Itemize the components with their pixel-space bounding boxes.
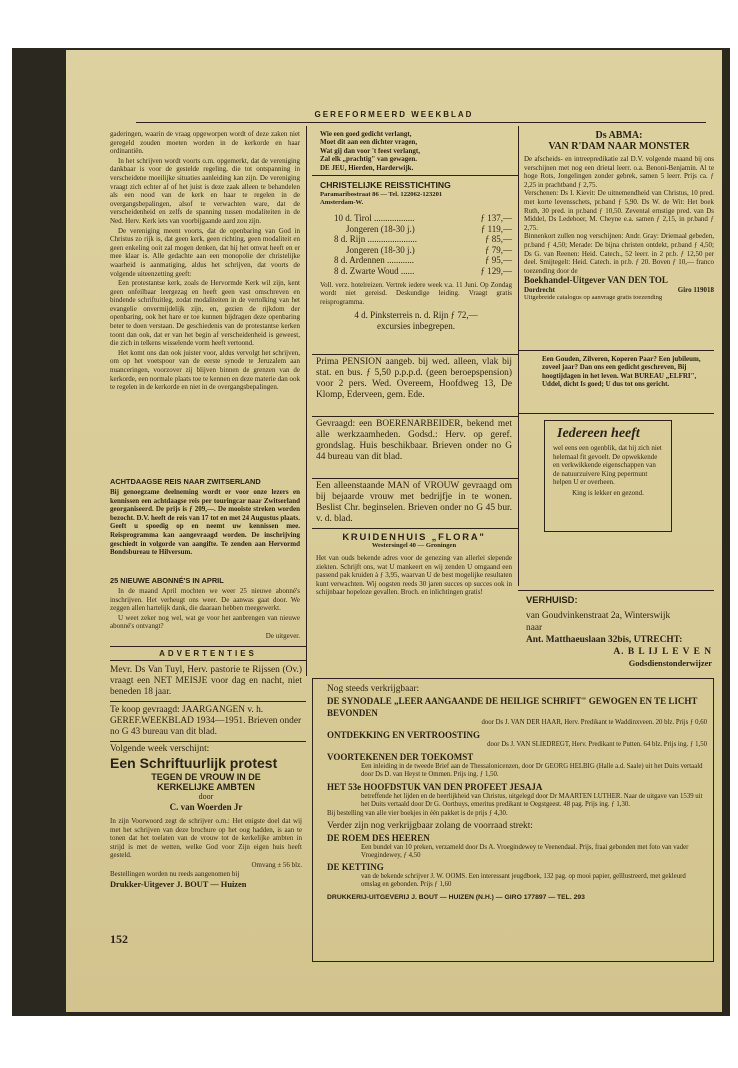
abma-note: Uitgebreide catalogus op aanvrage gratis toezending	[524, 294, 663, 302]
abma-subtitle: VAN R'DAM NAAR MONSTER	[548, 141, 690, 152]
trip-price: ƒ 85,—	[485, 234, 512, 245]
article-modaliteiten	[110, 130, 300, 393]
verhuisd-line1: van Goudvinkenstraat 2a, Winterswijk	[526, 611, 671, 621]
article-paragraph: Het komt ons dan ook juister voor, aldus vervolgt het schrijven, om op het voetspoor van de eerste synode te Jeruzalem aan nuanceringen, voorzover zij blijven binnen de grenzen van de kerkorde, een normale plaats toe te kennen en deze materie dan ook te regelen in de kerkorde en niet in de overgangsbepalingen.	[110, 348, 300, 392]
trip-price: ƒ 137,—	[480, 213, 512, 223]
verhuisd-line3: Ant. Matthaeuslaan 32bis, UTRECHT:	[526, 635, 683, 645]
bout-book-desc: betreffende het lijden en de heerlijkheid van Christus, uitgelegd door Dr MAARTEN LUTHER. Naar de uitgave van 1539 uit het Duits vertaald door Dr G. Oorthuys, emeritus predikant te Oegstgeest. 48 pag. Prijs ing. ƒ 1,30.	[361, 793, 703, 808]
advertenties-rule-top	[110, 646, 306, 647]
flora-text: Het van ouds bekende adres voor de genezing van allerlei slepende ziekten. Schrijft ons, wat U mankeert en wij zenden U omgaand een passend pak kruiden à ƒ 3,95, waarvan U de best mogelijke resultaten kunt verwachten. Wij oogsten reeds 30 jaren succes op succes ook in schijnbaar hopeloze gevallen. Broch. en inlichtingen gratis!	[316, 554, 512, 597]
verhuisd-name: A. B L IJ L E V E N	[613, 647, 712, 657]
ad-reisstichting	[320, 180, 512, 332]
ad-tuyl: Mevr. Ds Van Tuyl, Herv. pastorie te Rijssen (Ov.) vraagt een NET MEISJE voor dag en nacht, niet beneden 18 jaar.	[110, 665, 302, 697]
abonnes-paragraph: U weet zeker nog wel, wat ge voor het aanbrengen van nieuwe abonné's ontvangt?	[110, 613, 300, 631]
trip-label: Jongeren (18-30 j.)	[346, 244, 415, 255]
poem-line: Wie een goed gedicht verlangt,	[320, 130, 412, 138]
article-paragraph: gaderingen, waarin de vraag opgeworpen wordt of deze zaken niet geregeld zouden moeten worden in de kerkorde en haar ordinantiën.	[110, 130, 300, 156]
trip-label: 10 d. Tirol ..................	[334, 213, 415, 223]
trip-label: 8 d. Zwarte Woud ......	[334, 265, 415, 276]
bout-book-desc: Een inleiding in de tweede Brief aan de Thessalonicenzen, door Dr GEORG HELBIG (Halle a.d. Saale) uit het Duits vertaald door Ds D. van Heyst te Ommen. Prijs ing. ƒ 1,50.	[361, 763, 703, 778]
rule	[312, 416, 518, 417]
ad-protest-sub2: KERKELIJKE AMBTEN	[157, 782, 255, 792]
rule	[518, 350, 714, 351]
zwitserland-text: Bij genoegzame deelneming wordt er voor onze lezers en kennissen een achtdaagse reis per touringcar naar Zwitserland georganiseerd. De prijs is ƒ 209,—. De mooiste streken worden bezocht. D.V. heeft de reis van 17 tot en met 24 Augustus plaats. Geeft u spoedig op en neemt uw kennissen mee. Reisprogramma kan aangevraagd worden. De inschrijving geschiedt in volgorde van aangifte. Te zenden aan Hervormd Bondsbureau te Hilversum.	[110, 488, 300, 557]
abonnes-paragraph: In de maand April mochten we weer 25 nieuwe abonné's inschrijven. Het verheugt ons weer. De aanwas gaat door. We zeggen allen hartelijk dank, die daaraan hebben meegewerkt.	[110, 587, 300, 613]
ad-pension: Prima PENSION aangeb. bij wed. alleen, vlak bij stat. en bus. ƒ 5,50 p.p.p.d. (geen beroepspension) voor 2 pers. Wed. Overeem, Hoofdweg 13, De Klomp, Ederveen, gem. Ede.	[316, 357, 512, 400]
bout-book-desc: door Ds J. VAN SLIEDREGT, Herv. Predikant te Putten. 64 blz. Prijs ing. ƒ 1,50	[487, 741, 707, 748]
abma-city: Dordrecht	[524, 286, 555, 295]
ad-protest-publisher: Drukker-Uitgever J. BOUT — Huizen	[110, 879, 247, 889]
abonnes-text	[110, 587, 300, 641]
column-rule-2	[518, 126, 519, 586]
ad-abma	[524, 130, 714, 302]
ad-man-vrouw: Een alleenstaande MAN of VROUW gevraagd om bij bejaarde vrouw met bedrijfje in te wonen. Beslist Chr. beginselen. Brieven onder no G 45 bur. v. d. blad.	[316, 481, 512, 524]
abma-p1: De afscheids- en intreepredikatie zal D.V. volgende maand bij ons verschijnen met nog een drietal leerr. o.a. Benoni-Benjamin. Al te hoge Rots, Jongelingen zonder gebrek, samen 5 leerr. Prijs ca. ƒ 2,25 in prachtband ƒ 2,75.	[524, 155, 714, 189]
abma-publisher: Boekhandel-Uitgever VAN DEN TOL	[524, 275, 668, 286]
verhuisd-role: Godsdienstonderwijzer	[628, 659, 712, 668]
reisstichting-title: CHRISTELIJKE REISSTICHTING	[320, 180, 451, 190]
rule	[312, 478, 518, 479]
ad-elfri: Een Gouden, Zilveren, Koperen Paar? Een jubileum, zoveel jaar? Dan ons een gedicht geschreven, Bij hoogtijdagen in het leven. Wat BUREAU „ELFRI", Uddel, dicht Is goed; U dus tot ons gericht.	[542, 355, 701, 389]
bout-book-title: VOORTEKENEN DER TOEKOMST	[327, 752, 474, 762]
king-text: wel eens een ogenblik, dat hij zich niet helemaal fit gevoelt. De opwekkende en verkwikkende eigenschappen van de natuurzuivere King pepermunt helpen U er overheen.	[553, 444, 662, 487]
trip-price: ƒ 119,—	[480, 223, 512, 234]
poem-line: Moet dit aan een dichter vragen,	[320, 138, 418, 147]
trip-row	[334, 245, 512, 256]
trip-price: ƒ 129,—	[480, 265, 512, 276]
verhuisd-heading: VERHUISD:	[526, 594, 578, 605]
bout-note: Bij bestelling van alle vier boekjes in één pakket is de prijs ƒ 4,30.	[327, 810, 508, 817]
abma-title: Ds ABMA:	[595, 130, 643, 141]
abma-p2: Verschenen: Ds I. Kievit: De uitnemendheid van Christus, 10 pred. met korte levensschets, pr.band ƒ 5,90. Ds W. de Wit: Het boek Ruth, 30 pred. in pr.band ƒ 10,50. Zevental ernstige pred. van Ds Middel, Ds Ledeboer, M. Cheyne e.a. samen ƒ 2,15, in pr.band ƒ 2,75.	[524, 189, 714, 232]
bout-content	[327, 683, 707, 903]
bout-book-title: ONTDEKKING EN VERTROOSTING	[327, 730, 481, 740]
header-rule	[136, 122, 706, 123]
bout-book-title: DE ROEM DES HEEREN	[327, 833, 430, 843]
ad-boerenarbeider: Gevraagd: een BOERENARBEIDER, bekend met alle werkzaamheden. Godsd.: Herv. op geref. grondslag. Huis beschikbaar. Brieven onder no G 44 bureau van dit blad.	[316, 419, 512, 462]
bout-footer: DRUKKERIJ-UITGEVERIJ J. BOUT — HUIZEN (N.H.) — GIRO 177897 — TEL. 293	[327, 894, 585, 901]
bout-intro: Nog steeds verkrijgbaar:	[327, 684, 420, 694]
trip-price: ƒ 95,—	[485, 255, 512, 266]
flora-title: KRUIDENHUIS „FLORA"	[342, 531, 486, 542]
trip-row	[334, 255, 512, 266]
reisstichting-address: Paramaribostraat 86 — Tel. 122062-123201	[320, 191, 443, 198]
abma-p3: Binnenkort zullen nog verschijnen: Andr. Gray: Driemaal gebeden, pr.band ƒ 4,50; Merade: De bijna christen ontdekt, pr.band ƒ 4,50; Ds G. van Reenen: Heid. Catech., 52 leerr. in 2 pr.b. ƒ 12,50 per deel. Smijtegelt: Heid. Catech. in pr.b. ƒ 20. Boven ƒ 10,— franco toezending door de	[524, 232, 714, 275]
reisstichting-extra2: excursies inbegrepen.	[377, 321, 455, 332]
ad-protest-author: C. van Woerden Jr	[169, 802, 243, 812]
ad-jaargangen	[110, 705, 302, 738]
poem-line: DE JEU, Hierden, Harderwijk.	[320, 163, 414, 172]
newspaper-page	[66, 50, 722, 1012]
rule	[518, 413, 714, 414]
ad-protest-title: Een Schriftuurlijk protest	[110, 755, 278, 771]
reisstichting-extra: 4 d. Pinksterreis n. d. Rijn ƒ 72,—	[354, 310, 478, 321]
bout-book-desc: Een bundel van 10 preken, verzameld door Ds A. Vroegindewey te Veenendaal. Prijs, fraai gebonden met foto van vader Vroegindewey, ƒ 4,50	[361, 844, 689, 859]
advertenties-rule-bottom	[110, 660, 306, 661]
trip-label: Jongeren (18-30 j.)	[346, 223, 415, 234]
page-number: 152	[110, 932, 128, 946]
trip-row	[334, 213, 512, 224]
ad-protest	[110, 744, 302, 890]
bout-book-title: DE SYNODALE „LEER AANGAANDE DE HEILIGE SCHRIFT" GEWOGEN EN TE LICHT BEVONDEN	[327, 696, 698, 718]
flora-address: Westersingel 40 — Groningen	[371, 542, 457, 549]
column-rule-1	[306, 126, 307, 676]
article-paragraph: Een protestantse kerk, zoals de Hervormde Kerk wil zijn, kent geen onfeilbaar leergezag en heeft geen vast omschreven en bindende schriftuitleg, zodat modaliteiten in de vertolking van het evangelie onvermijdelijk zijn, en, gezien de rijkdom der openbaring, ook het hare er toe kunnen bijdragen deze openbaring beter te doen verstaan. De geschiedenis van de protestantse kerken toont dan ook, dat er van het begin af verscheidenheid is geweest, die zich in telkens wisselende vorm heeft vertoond.	[110, 279, 300, 348]
advertenties-label: ADVERTENTIES	[159, 649, 257, 658]
bout-intro2: Verder zijn nog verkrijgbaar zolang de voorraad strekt:	[327, 821, 533, 831]
ad-protest-door: door	[198, 792, 214, 801]
bout-book-title: HET 53e HOOFDSTUK VAN DEN PROFEET JESAJA	[327, 782, 543, 792]
bout-book-desc: door Ds J. VAN DER HAAR, Herv. Predikant te Waddinxveen. 20 blz. Prijs ƒ 0,60	[481, 719, 707, 726]
ad-protest-orders: Bestellingen worden nu reeds aangenomen bij	[110, 869, 240, 878]
ad-jaargangen-line1: Te koop gevraagd: JAARGANGEN v. h.	[110, 705, 264, 715]
trip-row	[334, 224, 512, 235]
rule	[312, 354, 518, 355]
ad-bout-box	[312, 678, 714, 962]
rule	[110, 701, 306, 702]
page-header: GEREFORMEERD WEEKBLAD	[314, 110, 474, 119]
ad-king-box	[544, 420, 672, 532]
abma-giro: Giro 119018	[677, 286, 714, 295]
poem-line: Wat gij dan voor 't feest verlangt,	[320, 146, 420, 155]
trip-label: 8 d. Ardennen ............	[334, 255, 414, 266]
king-slogan: Iedereen heeft	[557, 426, 640, 441]
poem-line: Zal elk „prachtig" van gewagen.	[320, 155, 418, 164]
ad-protest-intro: Volgende week verschijnt:	[110, 744, 210, 754]
abma-city-row	[524, 286, 714, 294]
king-tagline: King is lekker en gezond.	[572, 488, 644, 497]
ad-protest-sub1: TEGEN DE VROUW IN DE	[151, 772, 261, 782]
reisstichting-city: Amsterdam-W.	[320, 199, 364, 206]
rule	[312, 528, 518, 529]
reisstichting-note: Voll. verz. hotelreizen. Vertrek iedere week v.a. 11 Juni. Op Zondag wordt niet gereisd. Deskundige leiding. Vraagt gratis reisprogramma.	[320, 280, 512, 306]
verhuisd-line2: naar	[526, 623, 543, 633]
reisstichting-trips	[320, 213, 512, 277]
trip-price: ƒ 79,—	[485, 244, 512, 255]
article-paragraph: De vereniging meent voorts, dat de openbaring van God in Christus zo rijk is, dat geen kerk, geen richting, geen modaliteit en geen enkeling ooit zal mogen denken, dat hij het omvat heeft en er mee klaar is. Alle gedachte aan een monopolie der christelijke waarheid is aanmatiging, aldus het schrijven, dat voorts de volgende uiteenzetting geeft:	[110, 226, 300, 278]
trip-label: 8 d. Rijn ......................	[334, 234, 418, 245]
zwitserland-heading: ACHTDAAGSE REIS NAAR ZWITSERLAND	[110, 477, 261, 486]
rule	[110, 741, 306, 742]
trip-row	[334, 266, 512, 277]
rule	[312, 175, 518, 176]
abonnes-heading: 25 NIEUWE ABONNÉ'S IN APRIL	[110, 576, 224, 585]
bout-book-title: DE KETTING	[327, 862, 384, 872]
ad-protest-desc: In zijn Voorwoord zegt de schrijver o.m.: Het enigste doel dat wij met het schrijven van deze brochure op het oog hadden, is aan te tonen dat het toelaten van de vrouw tot de kerkelijke ambten in strijd is met de wetten, welke God voor Zijn eigen huis heeft gesteld.	[110, 817, 302, 860]
bout-book-desc: van de bekende schrijver J. W. OOMS. Een interessant jeugdboek, 132 pag. op mooi papier, geïllustreerd, met gekleurd omslag en gebonden. Prijs ƒ 1,60	[361, 873, 686, 888]
ad-flora	[316, 531, 512, 597]
article-paragraph: In het schrijven wordt voorts o.m. opgemerkt, dat de vereniging dankbaar is voor de gestelde regeling, die tot ontspanning in verscheidene moeilijke situaties aanleiding kan zijn. De vereniging vraagt zich echter af of het juist is deze zaak alleen te behandelen als een nood van de kerk en haar te regelen in de overgangsbepalingen, alsof te verwachten ware, dat de verscheidenheid en zelfs de spanning tussen modaliteiten in de Ned. Herv. Kerk iets van voorbijgaande aard zou zijn.	[110, 156, 300, 225]
ad-protest-size: Omvang ± 56 blz.	[251, 860, 302, 869]
rule	[518, 590, 714, 591]
ad-jaargangen-line2: GEREF.WEEKBLAD 1934—1951. Brieven onder no G 43 bureau van dit blad.	[110, 716, 302, 737]
verhuisd-body	[526, 610, 712, 670]
trip-row	[334, 234, 512, 245]
poem	[320, 130, 510, 172]
abonnes-signature: De uitgever.	[265, 631, 300, 640]
